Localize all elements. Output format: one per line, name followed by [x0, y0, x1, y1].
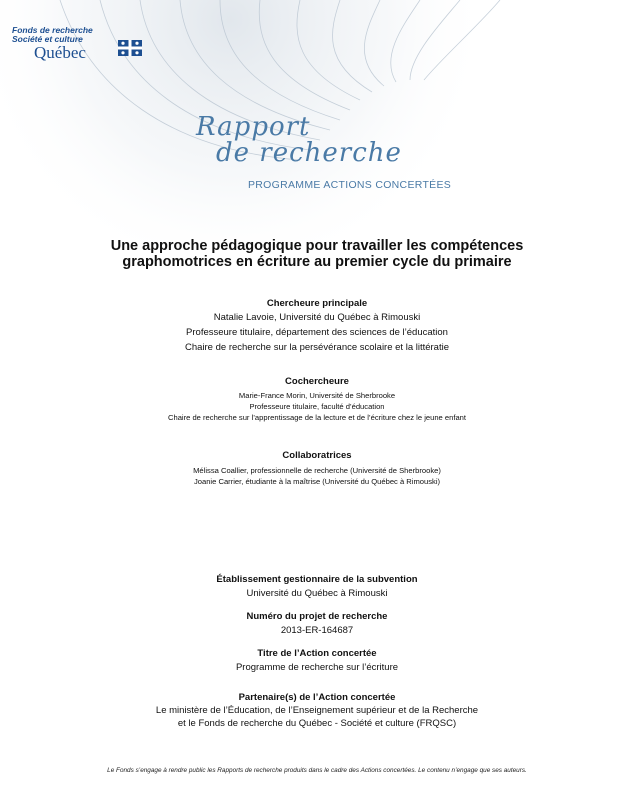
cochercheure-line: Chaire de recherche sur l’apprentissage de la lecture et de l’écriture chez le jeune enfant: [167, 413, 467, 422]
section-etablissement: [60, 574, 574, 601]
logo-wordmark: Québec: [34, 43, 86, 62]
principal-line: Natalie Lavoie, Université du Québec à Rimouski: [213, 312, 421, 323]
document-title-line-2: graphomotrices en écriture au premier cycle du primaire: [122, 254, 512, 270]
partenaires-heading: Partenaire(s) de l’Action concertée: [238, 692, 396, 703]
program-name: PROGRAMME ACTIONS CONCERTÉES: [248, 179, 452, 191]
section-cochercheure: [60, 376, 574, 423]
logo-line-2: Société et culture: [12, 34, 83, 44]
principal-heading: Chercheure principale: [266, 298, 368, 309]
section-principal: [60, 298, 574, 355]
numero-heading: Numéro du projet de recherche: [246, 611, 388, 622]
titre-action-value: Programme de recherche sur l’écriture: [235, 662, 399, 673]
document-title-line-1: Une approche pédagogique pour travailler les compétences: [110, 238, 524, 254]
principal-line: Chaire de recherche sur la persévérance scolaire et la littératie: [184, 342, 450, 353]
section-partenaires: [60, 692, 574, 730]
cochercheure-heading: Cochercheure: [285, 376, 349, 387]
section-numero: [60, 611, 574, 638]
partenaires-line: et le Fonds de recherche du Québec - Société et culture (FRQSC): [177, 718, 457, 729]
partenaires-line: Le ministère de l’Éducation, de l’Enseignement supérieur et de la Recherche: [155, 705, 479, 716]
section-titre-action: [60, 648, 574, 675]
principal-line: Professeure titulaire, département des sciences de l’éducation: [186, 327, 448, 338]
cochercheure-line: Professeure titulaire, faculté d’éducation: [249, 402, 385, 411]
collaboratrice-line: Joanie Carrier, étudiante à la maîtrise (Université du Québec à Rimouski): [193, 477, 441, 486]
logo-line-1: Fonds de recherche: [12, 25, 93, 35]
titre-action-heading: Titre de l’Action concertée: [257, 648, 377, 659]
report-title-line-2: de recherche: [216, 138, 402, 168]
frq-logo: [12, 25, 93, 62]
collaboratrices-heading: Collaboratrices: [282, 450, 352, 461]
section-collaboratrices: [60, 450, 574, 487]
footer-disclaimer: Le Fonds s’engage à rendre public les Rapports de recherche produits dans le cadre des Actions concertées. Le contenu n’engage que ses auteurs.: [107, 767, 527, 774]
report-title: [190, 112, 450, 172]
collaboratrice-line: Mélissa Coallier, professionnelle de recherche (Université de Sherbrooke): [193, 466, 441, 475]
etablissement-value: Université du Québec à Rimouski: [246, 588, 388, 599]
report-title-line-1: Rapport: [196, 112, 311, 142]
cochercheure-line: Marie-France Morin, Université de Sherbrooke: [238, 391, 396, 400]
etablissement-heading: Établissement gestionnaire de la subvention: [216, 574, 418, 585]
quebec-flag-icon: [118, 40, 142, 56]
document-title: [60, 238, 574, 270]
numero-value: 2013-ER-164687: [280, 625, 354, 636]
